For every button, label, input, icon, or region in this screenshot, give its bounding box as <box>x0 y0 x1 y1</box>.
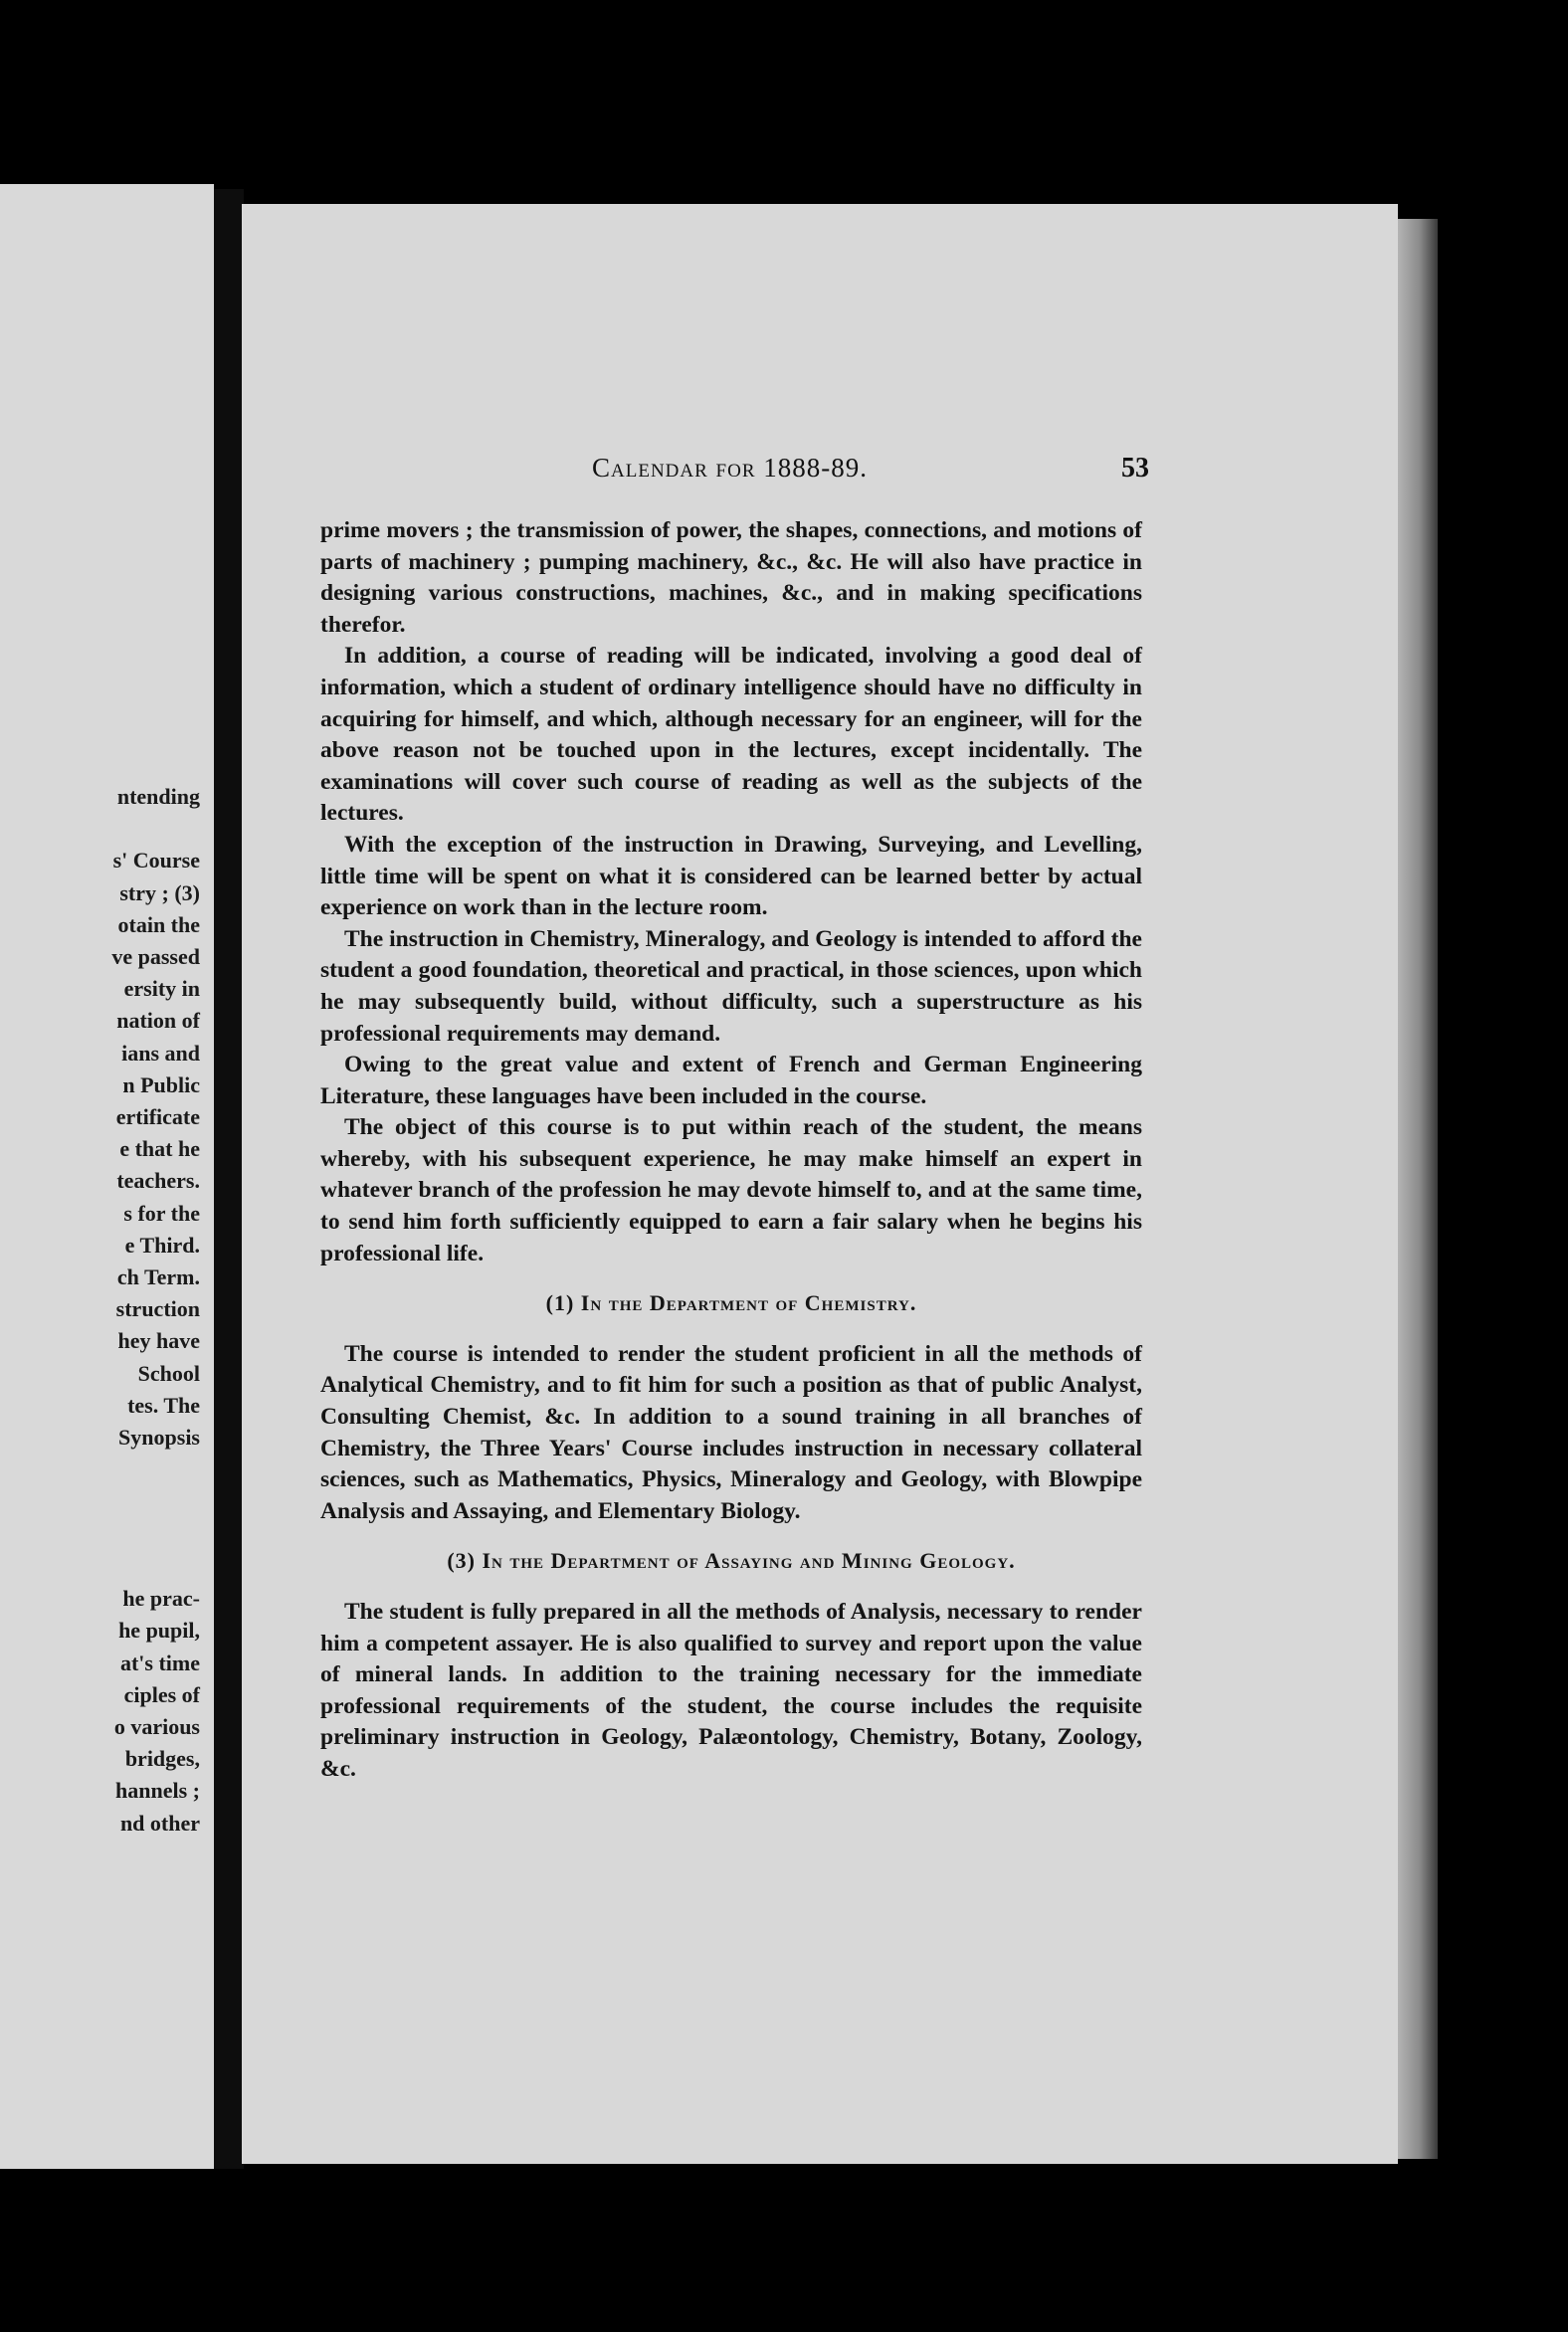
left-line: nd other <box>119 1810 200 1836</box>
paragraph: The student is fully prepared in all the methods of Analysis, necessary to render him a competent assayer. He is also qualified to survey and report upon the value of mineral lands. In addition to the training necessary for the immediate professional requirements of the student, the course includes the requisite preliminary instruction in Geology, Palæontology, Chemistry, Botany, Zoology, &c. <box>320 1599 1142 1782</box>
left-line: o various <box>113 1714 200 1740</box>
left-line: tes. The <box>127 1392 200 1418</box>
left-line: stry ; (3) <box>119 879 200 905</box>
paragraph: In addition, a course of reading will be indicated, involving a good deal of information, which a student of ordinary intelligence should have no difficulty in acquiring for himself, and which, although necessary for an engineer, will for the above reason not be touched upon in the lectures, except incidentally. The examinations will cover such course of reading as well as the subjects of the lectures. <box>320 643 1142 827</box>
left-line: he pupil, <box>118 1618 200 1644</box>
paragraph: With the exception of the instruction in Drawing, Surveying, and Levelling, little time will be spent on what it is considered can be learned better by actual experience on work than in the lecture room. <box>320 831 1142 921</box>
paragraph: The object of this course is to put within reach of the student, the means whereby, with his subsequent experience, he may make himself an expert in whatever branch of the profession he may devote himself to, and at the same time, to send him forth sufficiently equipped to earn a fair salary when he begins his professional life. <box>320 1114 1142 1266</box>
left-line: ch Term. <box>116 1264 200 1290</box>
left-line: ians and <box>121 1040 200 1066</box>
left-line: he prac- <box>122 1586 200 1612</box>
paragraph: Owing to the great value and extent of French and German Engineering Literature, these languages have been included in the course. <box>320 1052 1142 1109</box>
left-line: s for the <box>123 1200 200 1226</box>
left-page-fragment <box>0 184 214 2169</box>
left-line: e that he <box>119 1136 200 1162</box>
left-line: bridges, <box>124 1746 200 1772</box>
left-line: at's time <box>119 1650 200 1675</box>
page-number: 53 <box>1121 453 1149 484</box>
book-gutter <box>214 189 244 2169</box>
left-line: hannels ; <box>115 1778 200 1804</box>
left-line: ntending <box>116 784 200 809</box>
section-heading: (1) In the Department of Chemistry. <box>545 1290 917 1316</box>
left-page-text <box>111 781 200 1840</box>
paragraph: prime movers ; the transmission of power, the shapes, connections, and motions of parts of machinery ; pumping machinery, &c., &c. He will also have practice in designing various constructions, machines, &c., and in making specifications therefor. <box>320 517 1142 638</box>
left-line: hey have <box>117 1328 200 1354</box>
left-line: ersity in <box>123 976 200 1002</box>
left-line: ve passed <box>111 944 200 970</box>
left-line: ciples of <box>123 1681 200 1707</box>
left-line: e Third. <box>124 1232 200 1258</box>
page-body <box>320 515 1142 1786</box>
left-line: School <box>137 1360 200 1386</box>
running-header <box>353 453 1149 492</box>
paragraph: The course is intended to render the student proficient in all the methods of Analytical Chemistry, and to fit him for such a position as that of public Analyst, Consulting Chemist, &c. In addition to a sound training in all branches of Chemistry, the Three Years' Course includes instruction in necessary collateral sciences, such as Mathematics, Physics, Mineralogy and Geology, with Blowpipe Analysis and Assaying, and Elementary Biology. <box>320 1340 1142 1524</box>
paragraph: The instruction in Chemistry, Mineralogy, and Geology is intended to afford the student a good foundation, theoretical and practical, in those sciences, upon which he may subsequently build, without difficulty, such a superstructure as his professional requirements may demand. <box>320 925 1142 1047</box>
left-line: otain the <box>117 911 200 937</box>
left-line <box>111 813 200 845</box>
left-line: Synopsis <box>118 1425 200 1451</box>
section-heading: (3) In the Department of Assaying and Mining Geology. <box>447 1548 1016 1574</box>
left-line: ertificate <box>115 1104 200 1130</box>
left-line: struction <box>115 1296 200 1322</box>
page-edge <box>1393 219 1438 2159</box>
left-line: nation of <box>116 1008 200 1034</box>
header-title: Calendar for 1888-89. <box>592 453 868 483</box>
left-line: s' Course <box>112 848 200 874</box>
left-line: teachers. <box>116 1168 200 1194</box>
left-gap <box>111 1454 200 1583</box>
left-line: n Public <box>122 1071 200 1097</box>
